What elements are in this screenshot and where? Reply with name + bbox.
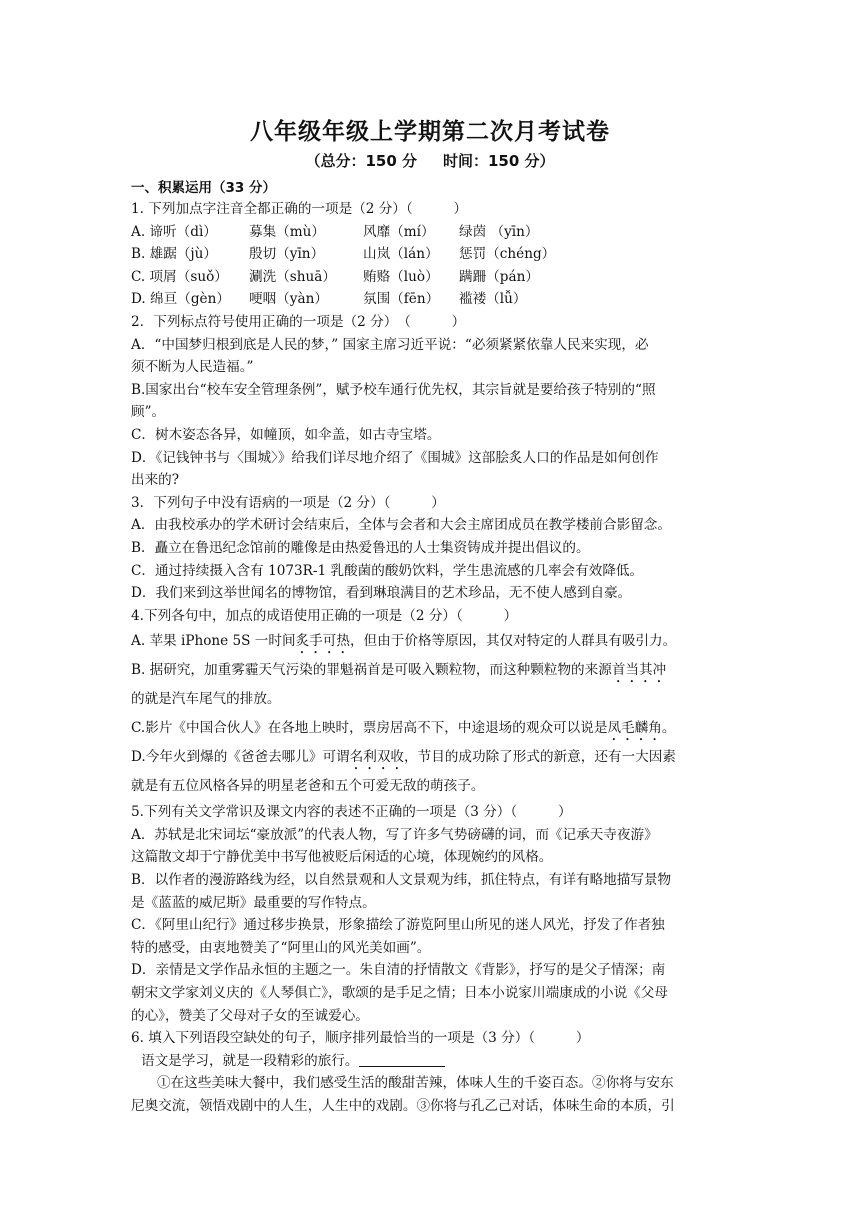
time-limit: 时间：150 分）: [443, 152, 555, 170]
question-3-option-d: D．我们来到这举世闻名的博物馆，看到琳琅满目的艺术珍品，无不使人感到自豪。: [131, 585, 632, 602]
question-4-option-d: D.今年火到爆的《爸爸去哪儿》可谓名利双收，节目的成功除了形式的新意，还有一大因素: [131, 749, 676, 766]
question-1-stem: 1. 下列加点字注音全都正确的一项是（2 分）（ ）: [131, 201, 468, 217]
question-5-option-b-cont: 是《蓝蓝的威尼斯》最重要的写作特点。: [131, 894, 376, 911]
question-6-passage: ①在这些美味大餐中，我们感受生活的酸甜苦辣，体味人生的千姿百态。②你将与安东: [157, 1075, 674, 1092]
question-1-option-a: A. 谛听（dì） 募集（mù） 风靡（mí） 绿茵 （yīn）: [131, 223, 539, 240]
section-heading: 一、积累运用（33 分）: [131, 180, 276, 196]
question-3-option-a: A．由我校承办的学术研讨会结束后，全体与会者和大会主席团成员在教学楼前合影留念。: [131, 517, 671, 534]
question-4-stem: 4.下列各句中，加点的成语使用正确的一项是（2 分）（ ）: [131, 607, 518, 624]
exam-info: [0, 150, 860, 171]
question-body: [131, 198, 741, 1118]
question-4-option-d-cont: 就是有五位风格各异的明星老爸和五个可爱无敌的萌孩子。: [131, 778, 485, 795]
page-title: 八年级年级上学期第二次月考试卷: [250, 119, 610, 145]
question-5-option-d-cont: 朝宋文学家刘义庆的《人琴俱亡》，歌颂的是手足之情；日本小说家川端康成的小说《父母: [131, 985, 668, 1002]
question-3-option-c: C．通过持续摄入含有 1073R-1 乳酸菌的酸奶饮料，学生患流感的几率会有效降低。: [131, 562, 644, 579]
question-5-option-a-cont: 这篇散文却于宁静优美中书写他被贬后闲适的心境，体现婉约的风格。: [131, 849, 553, 866]
question-5-option-d-cont-2: 的心》，赞美了父母对子女的至诚爱心。: [131, 1007, 369, 1024]
question-5-option-d: D．亲情是文学作品永恒的主题之一。朱自清的抒情散文《背影》，抒写的是父子情深；南: [131, 962, 666, 979]
question-3-option-b: B．矗立在鲁迅纪念馆前的雕像是由热爱鲁迅的人士集资铸成并提出倡议的。: [131, 539, 590, 556]
question-5-option-b: B．以作者的漫游路线为经，以自然景观和人文景观为纬，抓住特点，有详有略地描写景物: [131, 872, 672, 889]
question-5-stem: 5.下列有关文学常识及课文内容的表述不正确的一项是（3 分）（ ）: [131, 804, 572, 821]
question-2-option-b-cont: 顾”。: [131, 404, 166, 421]
question-2-option-b: B.国家出台“校车安全管理条例”，赋予校车通行优先权，其宗旨就是要给孩子特别的“照: [131, 381, 656, 398]
question-2-option-d: D．《记钱钟书与〈围城〉》给我们详尽地介绍了《围城》这部脍炙人口的作品是如何创作: [131, 449, 659, 466]
question-4-option-b-cont: 的就是汽车尾气的排放。: [131, 691, 281, 708]
question-1-option-c: C. 项屑（suǒ） 涮洗（shuā） 贿赂（luò） 蹒跚（pán）: [131, 268, 539, 285]
question-4-option-a: A. 苹果 iPhone 5S 一时间炙手可热，但由于价格等原因，其仅对特定的人群具有吸引力。: [131, 633, 677, 650]
question-2-option-d-cont: 出来的?: [131, 472, 180, 489]
answer-blank[interactable]: [359, 1052, 445, 1067]
question-1-option-b: B. 雄踞（jù） 殷切（yīn） 山岚（lán） 惩罚（chéng）: [131, 246, 556, 263]
question-5-option-a: A．苏轼是北宋词坛“豪放派”的代表人物，写了许多气势磅礴的词，而《记承天寺夜游》: [131, 826, 658, 843]
total-score: （总分：150 分: [305, 152, 417, 170]
question-2-option-a-cont: 须不断为人民造福。”: [131, 359, 254, 376]
question-3-stem: 3．下列句子中没有语病的一项是（2 分）（ ）: [131, 494, 445, 511]
question-4-option-c: C.影片《中国合伙人》在各地上映时，票房居高不下，中途退场的观众可以说是凤毛麟角。: [131, 720, 676, 737]
question-5-option-c: C．《阿里山纪行》通过移步换景，形象描绘了游览阿里山所见的迷人风光，抒发了作者独: [131, 917, 665, 934]
question-2-option-a: A．“中国梦归根到底是人民的梦，” 国家主席习近平说：“必须紧紧依靠人民来实现，必: [131, 336, 649, 353]
question-5-option-c-cont: 特的感受，由衷地赞美了“阿里山的风光美如画”。: [131, 939, 431, 956]
question-6-stem: 6. 填入下列语段空缺处的句子，顺序排列最恰当的一项是（3 分）（ ）: [131, 1030, 590, 1047]
question-2-stem: 2．下列标点符号使用正确的一项是（2 分） （ ）: [131, 313, 466, 330]
question-6-lead: 语文是学习，就是一段精彩的旅行。: [131, 1050, 741, 1073]
question-2-option-c: C．树木姿态各异，如幢顶，如伞盖，如古寺宝塔。: [131, 426, 441, 443]
question-4-option-b: B. 据研究，加重雾霾天气污染的罪魁祸首是可吸入颗粒物，而这种颗粒物的来源首当其冲: [131, 662, 667, 679]
question-1-option-d: D. 绵亘（gèn） 哽咽（yàn） 氛围（fēn） 褴褛（lǚ）: [131, 291, 527, 308]
question-6-passage-cont: 尼奥交流，领悟戏剧中的人生，人生中的戏剧。③你将与孔乙己对话，体味生命的本质，引: [131, 1098, 675, 1114]
